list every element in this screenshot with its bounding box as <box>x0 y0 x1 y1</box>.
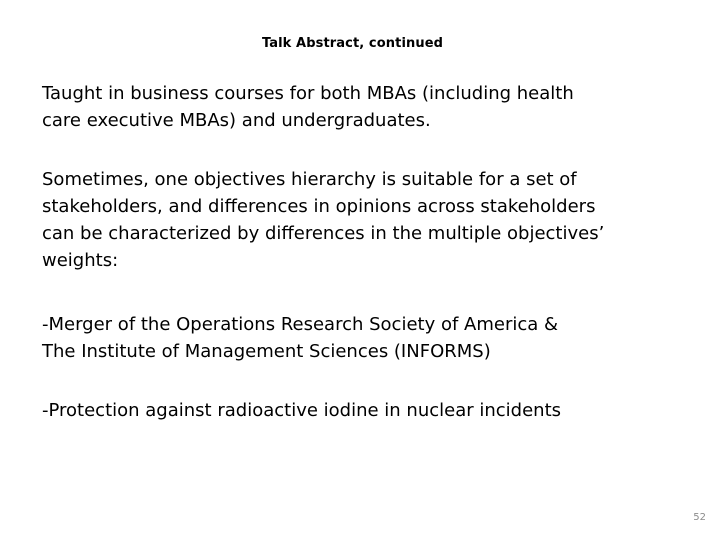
slide-title: Talk Abstract, continued <box>261 36 444 51</box>
paragraph-iodine-example: -Protection against radioactive iodine in nuclear incidents <box>42 400 562 421</box>
paragraph-stakeholders: Sometimes, one objectives hierarchy is suitable for a set of stakeholders, and differences in opinions across stakeholders can be characterized by differences in the multiple objectives’ weights: <box>42 169 605 271</box>
paragraph-merger-example: -Merger of the Operations Research Society of America & The Institute of Management Sciences (INFORMS) <box>42 314 559 362</box>
page-number: 52 <box>693 512 706 523</box>
paragraph-courses: Taught in business courses for both MBAs (including health care executive MBAs) and undergraduates. <box>42 83 574 131</box>
